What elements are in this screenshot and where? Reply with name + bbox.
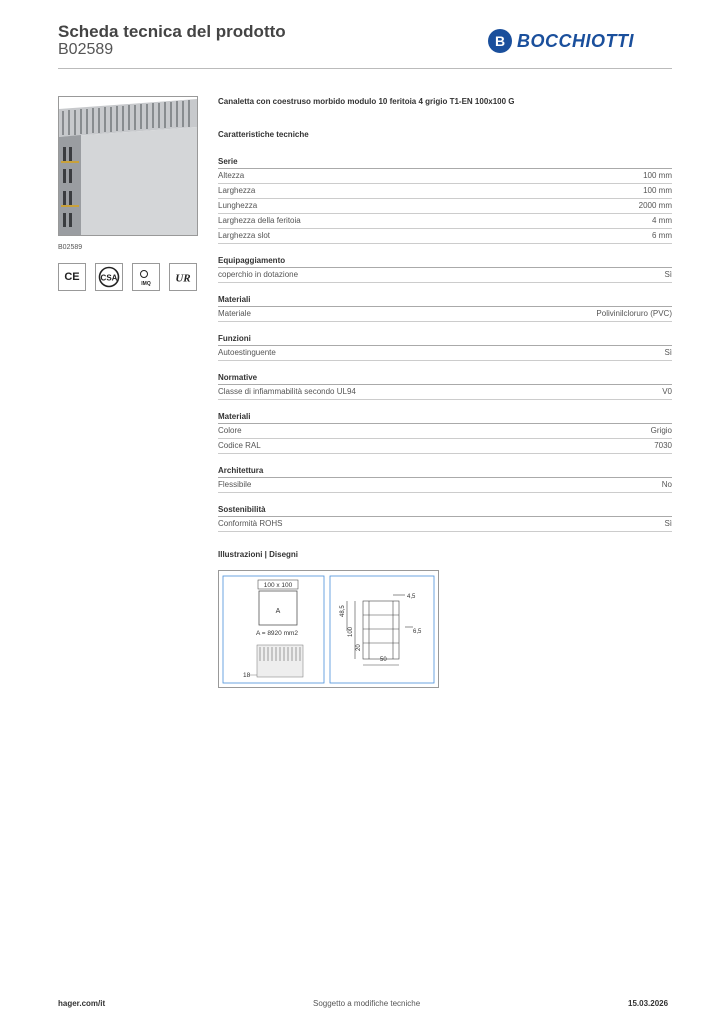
spec-row	[218, 346, 672, 361]
spec-value: No	[661, 480, 672, 489]
footer-note: Soggetto a modifiche tecniche	[313, 999, 421, 1008]
spec-section	[218, 372, 672, 400]
spec-label: Conformità ROHS	[218, 519, 283, 528]
drawing-area-letter: A	[275, 608, 281, 615]
spec-row	[218, 184, 672, 199]
spec-label: Autoestinguente	[218, 348, 276, 357]
drawing-dims: 100 x 100	[263, 582, 293, 589]
spec-label: Materiale	[218, 309, 251, 318]
spec-value: V0	[662, 387, 672, 396]
spec-label: Codice RAL	[218, 441, 261, 450]
section-title: Normative	[218, 372, 672, 385]
spec-value: Sì	[664, 519, 672, 528]
drawing-dim-6-5: 6,5	[413, 629, 422, 635]
cable-duct-picture	[59, 97, 197, 235]
spec-row	[218, 517, 672, 532]
spec-label: Flessibile	[218, 480, 252, 489]
imq-mark-icon	[132, 263, 160, 291]
technical-drawing	[218, 570, 439, 688]
csa-mark-icon	[95, 263, 123, 291]
spec-value: 4 mm	[652, 216, 672, 225]
spec-value: 6 mm	[652, 231, 672, 240]
ce-mark-icon: CE	[58, 263, 86, 291]
illustrations-heading: Illustrazioni | Disegni	[218, 550, 299, 559]
characteristics-heading: Caratteristiche tecniche	[218, 130, 309, 139]
spec-row	[218, 268, 672, 283]
brand-logo	[487, 28, 634, 54]
spec-value: Polivinilcloruro (PVC)	[596, 309, 672, 318]
spec-section	[218, 411, 672, 454]
section-title: Funzioni	[218, 333, 672, 346]
spec-label: Classe di infiammabilità secondo UL94	[218, 387, 356, 396]
brand-name: BOCCHIOTTI	[517, 30, 634, 51]
spec-label: Larghezza della feritoia	[218, 216, 301, 225]
svg-text:B: B	[494, 33, 506, 49]
spec-row	[218, 229, 672, 244]
drawing-dim-50: 50	[380, 657, 387, 663]
spec-row	[218, 199, 672, 214]
header-divider	[58, 68, 672, 69]
product-image	[58, 96, 198, 236]
spec-section	[218, 465, 672, 493]
spec-value: 100 mm	[643, 171, 672, 180]
svg-text:UR: UR	[175, 272, 191, 285]
spec-section	[218, 333, 672, 361]
drawing-dim-20: 20	[356, 644, 362, 651]
section-title: Sostenibilità	[218, 504, 672, 517]
spec-section	[218, 255, 672, 283]
spec-row	[218, 424, 672, 439]
certification-marks	[58, 263, 197, 291]
drawing-dim-48: 48,5	[340, 605, 346, 617]
section-title: Equipaggiamento	[218, 255, 672, 268]
svg-text:CSA: CSA	[100, 273, 118, 283]
page-title: Scheda tecnica del prodotto	[58, 22, 286, 41]
footer-date: 15.03.2026	[628, 999, 669, 1008]
spec-row	[218, 169, 672, 184]
bocchiotti-logo-icon	[487, 28, 513, 54]
section-title: Materiali	[218, 294, 672, 307]
spec-row	[218, 439, 672, 454]
spec-label: Altezza	[218, 171, 245, 180]
spec-section	[218, 294, 672, 322]
spec-row	[218, 385, 672, 400]
drawing-dim-4-5: 4,5	[407, 594, 416, 600]
drawing-dim-100: 100	[348, 626, 354, 637]
spec-value: Grigio	[650, 426, 672, 435]
spec-row	[218, 478, 672, 493]
section-title: Materiali	[218, 411, 672, 424]
section-title: Architettura	[218, 465, 672, 478]
spec-row	[218, 307, 672, 322]
spec-label: coperchio in dotazione	[218, 270, 299, 279]
spec-value: Sì	[664, 270, 672, 279]
spec-value: 100 mm	[643, 186, 672, 195]
spec-label: Larghezza slot	[218, 231, 271, 240]
spec-label: Colore	[218, 426, 242, 435]
spec-value: 2000 mm	[638, 201, 672, 210]
spec-value: 7030	[654, 441, 672, 450]
product-code: B02589	[58, 41, 114, 58]
drawing-area: A = 8920 mm2	[255, 630, 299, 637]
spec-value: Sì	[664, 348, 672, 357]
image-caption: B02589	[58, 244, 83, 251]
product-description: Canaletta con coestruso morbido modulo 10 feritoia 4 grigio T1-EN 100x100 G	[218, 97, 515, 106]
spec-label: Lunghezza	[218, 201, 258, 210]
spec-label: Larghezza	[218, 186, 256, 195]
footer-website: hager.com/it	[58, 999, 106, 1008]
drawing-side: 18	[243, 672, 251, 679]
spec-table	[218, 156, 672, 532]
spec-section	[218, 504, 672, 532]
spec-row	[218, 214, 672, 229]
svg-text:IMQ: IMQ	[141, 281, 151, 287]
section-title: Serie	[218, 156, 672, 169]
ur-mark-icon	[169, 263, 197, 291]
drawing-canvas	[219, 571, 438, 687]
spec-section	[218, 156, 672, 244]
